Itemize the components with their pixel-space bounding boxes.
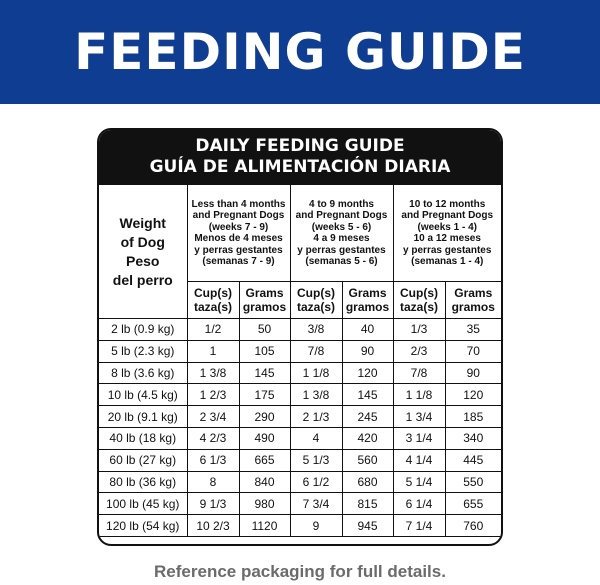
table-row: [99, 427, 501, 449]
grams-cell: 90: [445, 362, 501, 384]
grams-cell: 290: [239, 406, 290, 428]
header-banner: [0, 0, 600, 104]
grams-cell: 175: [239, 384, 290, 406]
feeding-guide-card: [97, 128, 503, 546]
weight-cell: 40 lb (18 kg): [99, 427, 187, 449]
weight-header: Weight of Dog Peso del perro: [99, 185, 187, 319]
grams-cell: 655: [445, 493, 501, 515]
grams-cell: 815: [342, 493, 393, 515]
cups-header: Cup(s) taza(s): [393, 282, 445, 319]
grams-header: Grams gramos: [445, 282, 501, 319]
weight-cell: 20 lb (9.1 kg): [99, 406, 187, 428]
grams-cell: 245: [342, 406, 393, 428]
cups-cell: 9 1/3: [187, 493, 239, 515]
cups-cell: 6 1/2: [290, 471, 342, 493]
cups-cell: 2/3: [393, 340, 445, 362]
age-group-header: 10 to 12 months and Pregnant Dogs (weeks 1 - 4) 10 a 12 meses y perras gestantes (semanas 1 - 4): [393, 185, 501, 282]
grams-cell: 840: [239, 471, 290, 493]
grams-header: Grams gramos: [342, 282, 393, 319]
cups-cell: 1: [187, 340, 239, 362]
grams-cell: 550: [445, 471, 501, 493]
weight-cell: 5 lb (2.3 kg): [99, 340, 187, 362]
table-row: [99, 515, 501, 537]
grams-cell: 145: [342, 384, 393, 406]
grams-cell: 50: [239, 319, 290, 341]
grams-cell: 1120: [239, 515, 290, 537]
table-row: [99, 362, 501, 384]
grams-cell: 665: [239, 449, 290, 471]
cups-cell: 7/8: [393, 362, 445, 384]
table-row: [99, 406, 501, 428]
cups-cell: 5 1/3: [290, 449, 342, 471]
cups-cell: 7/8: [290, 340, 342, 362]
grams-cell: 120: [342, 362, 393, 384]
cups-cell: 1/3: [393, 319, 445, 341]
cups-cell: 1 3/4: [393, 406, 445, 428]
grams-cell: 35: [445, 319, 501, 341]
footer-note: Reference packaging for full details.: [154, 562, 446, 581]
cups-cell: 3 1/4: [393, 427, 445, 449]
cups-cell: 6 1/3: [187, 449, 239, 471]
grams-cell: 445: [445, 449, 501, 471]
cups-cell: 5 1/4: [393, 471, 445, 493]
cups-header: Cup(s) taza(s): [187, 282, 239, 319]
age-group-header: Less than 4 months and Pregnant Dogs (weeks 7 - 9) Menos de 4 meses y perras gestantes (semanas 7 - 9): [187, 185, 290, 282]
page-title: FEEDING GUIDE: [74, 23, 526, 81]
weight-cell: 10 lb (4.5 kg): [99, 384, 187, 406]
cups-cell: 8: [187, 471, 239, 493]
guide-title: [99, 130, 501, 184]
cups-cell: 2 3/4: [187, 406, 239, 428]
grams-cell: 120: [445, 384, 501, 406]
feeding-rows: [99, 319, 501, 537]
grams-cell: 105: [239, 340, 290, 362]
table-row: [99, 319, 501, 341]
feeding-table: [99, 184, 501, 537]
guide-title-en: DAILY FEEDING GUIDE: [195, 136, 405, 156]
grams-cell: 420: [342, 427, 393, 449]
grams-cell: 980: [239, 493, 290, 515]
grams-cell: 560: [342, 449, 393, 471]
cups-cell: 6 1/4: [393, 493, 445, 515]
weight-cell: 2 lb (0.9 kg): [99, 319, 187, 341]
cups-cell: 9: [290, 515, 342, 537]
cups-cell: 1 1/8: [290, 362, 342, 384]
age-header-row: [99, 185, 501, 282]
table-row: [99, 493, 501, 515]
weight-cell: 60 lb (27 kg): [99, 449, 187, 471]
cups-cell: 1 2/3: [187, 384, 239, 406]
grams-cell: 70: [445, 340, 501, 362]
grams-cell: 185: [445, 406, 501, 428]
cups-cell: 1/2: [187, 319, 239, 341]
grams-cell: 340: [445, 427, 501, 449]
cups-cell: 3/8: [290, 319, 342, 341]
grams-cell: 490: [239, 427, 290, 449]
cups-cell: 1 3/8: [290, 384, 342, 406]
grams-cell: 760: [445, 515, 501, 537]
guide-title-es: GUÍA DE ALIMENTACIÓN DIARIA: [149, 157, 451, 177]
weight-cell: 8 lb (3.6 kg): [99, 362, 187, 384]
weight-cell: 80 lb (36 kg): [99, 471, 187, 493]
cups-cell: 1 3/8: [187, 362, 239, 384]
table-row: [99, 471, 501, 493]
weight-cell: 100 lb (45 kg): [99, 493, 187, 515]
cups-cell: 4: [290, 427, 342, 449]
grams-cell: 145: [239, 362, 290, 384]
cups-cell: 1 1/8: [393, 384, 445, 406]
cups-cell: 7 1/4: [393, 515, 445, 537]
cups-header: Cup(s) taza(s): [290, 282, 342, 319]
cups-cell: 10 2/3: [187, 515, 239, 537]
cups-cell: 7 3/4: [290, 493, 342, 515]
weight-cell: 120 lb (54 kg): [99, 515, 187, 537]
table-row: [99, 384, 501, 406]
cups-cell: 4 1/4: [393, 449, 445, 471]
table-row: [99, 340, 501, 362]
grams-cell: 40: [342, 319, 393, 341]
grams-cell: 680: [342, 471, 393, 493]
age-group-header: 4 to 9 months and Pregnant Dogs (weeks 5 - 6) 4 a 9 meses y perras gestantes (semanas 5 - 6): [290, 185, 393, 282]
grams-header: Grams gramos: [239, 282, 290, 319]
grams-cell: 945: [342, 515, 393, 537]
cups-cell: 2 1/3: [290, 406, 342, 428]
grams-cell: 90: [342, 340, 393, 362]
table-row: [99, 449, 501, 471]
cups-cell: 4 2/3: [187, 427, 239, 449]
